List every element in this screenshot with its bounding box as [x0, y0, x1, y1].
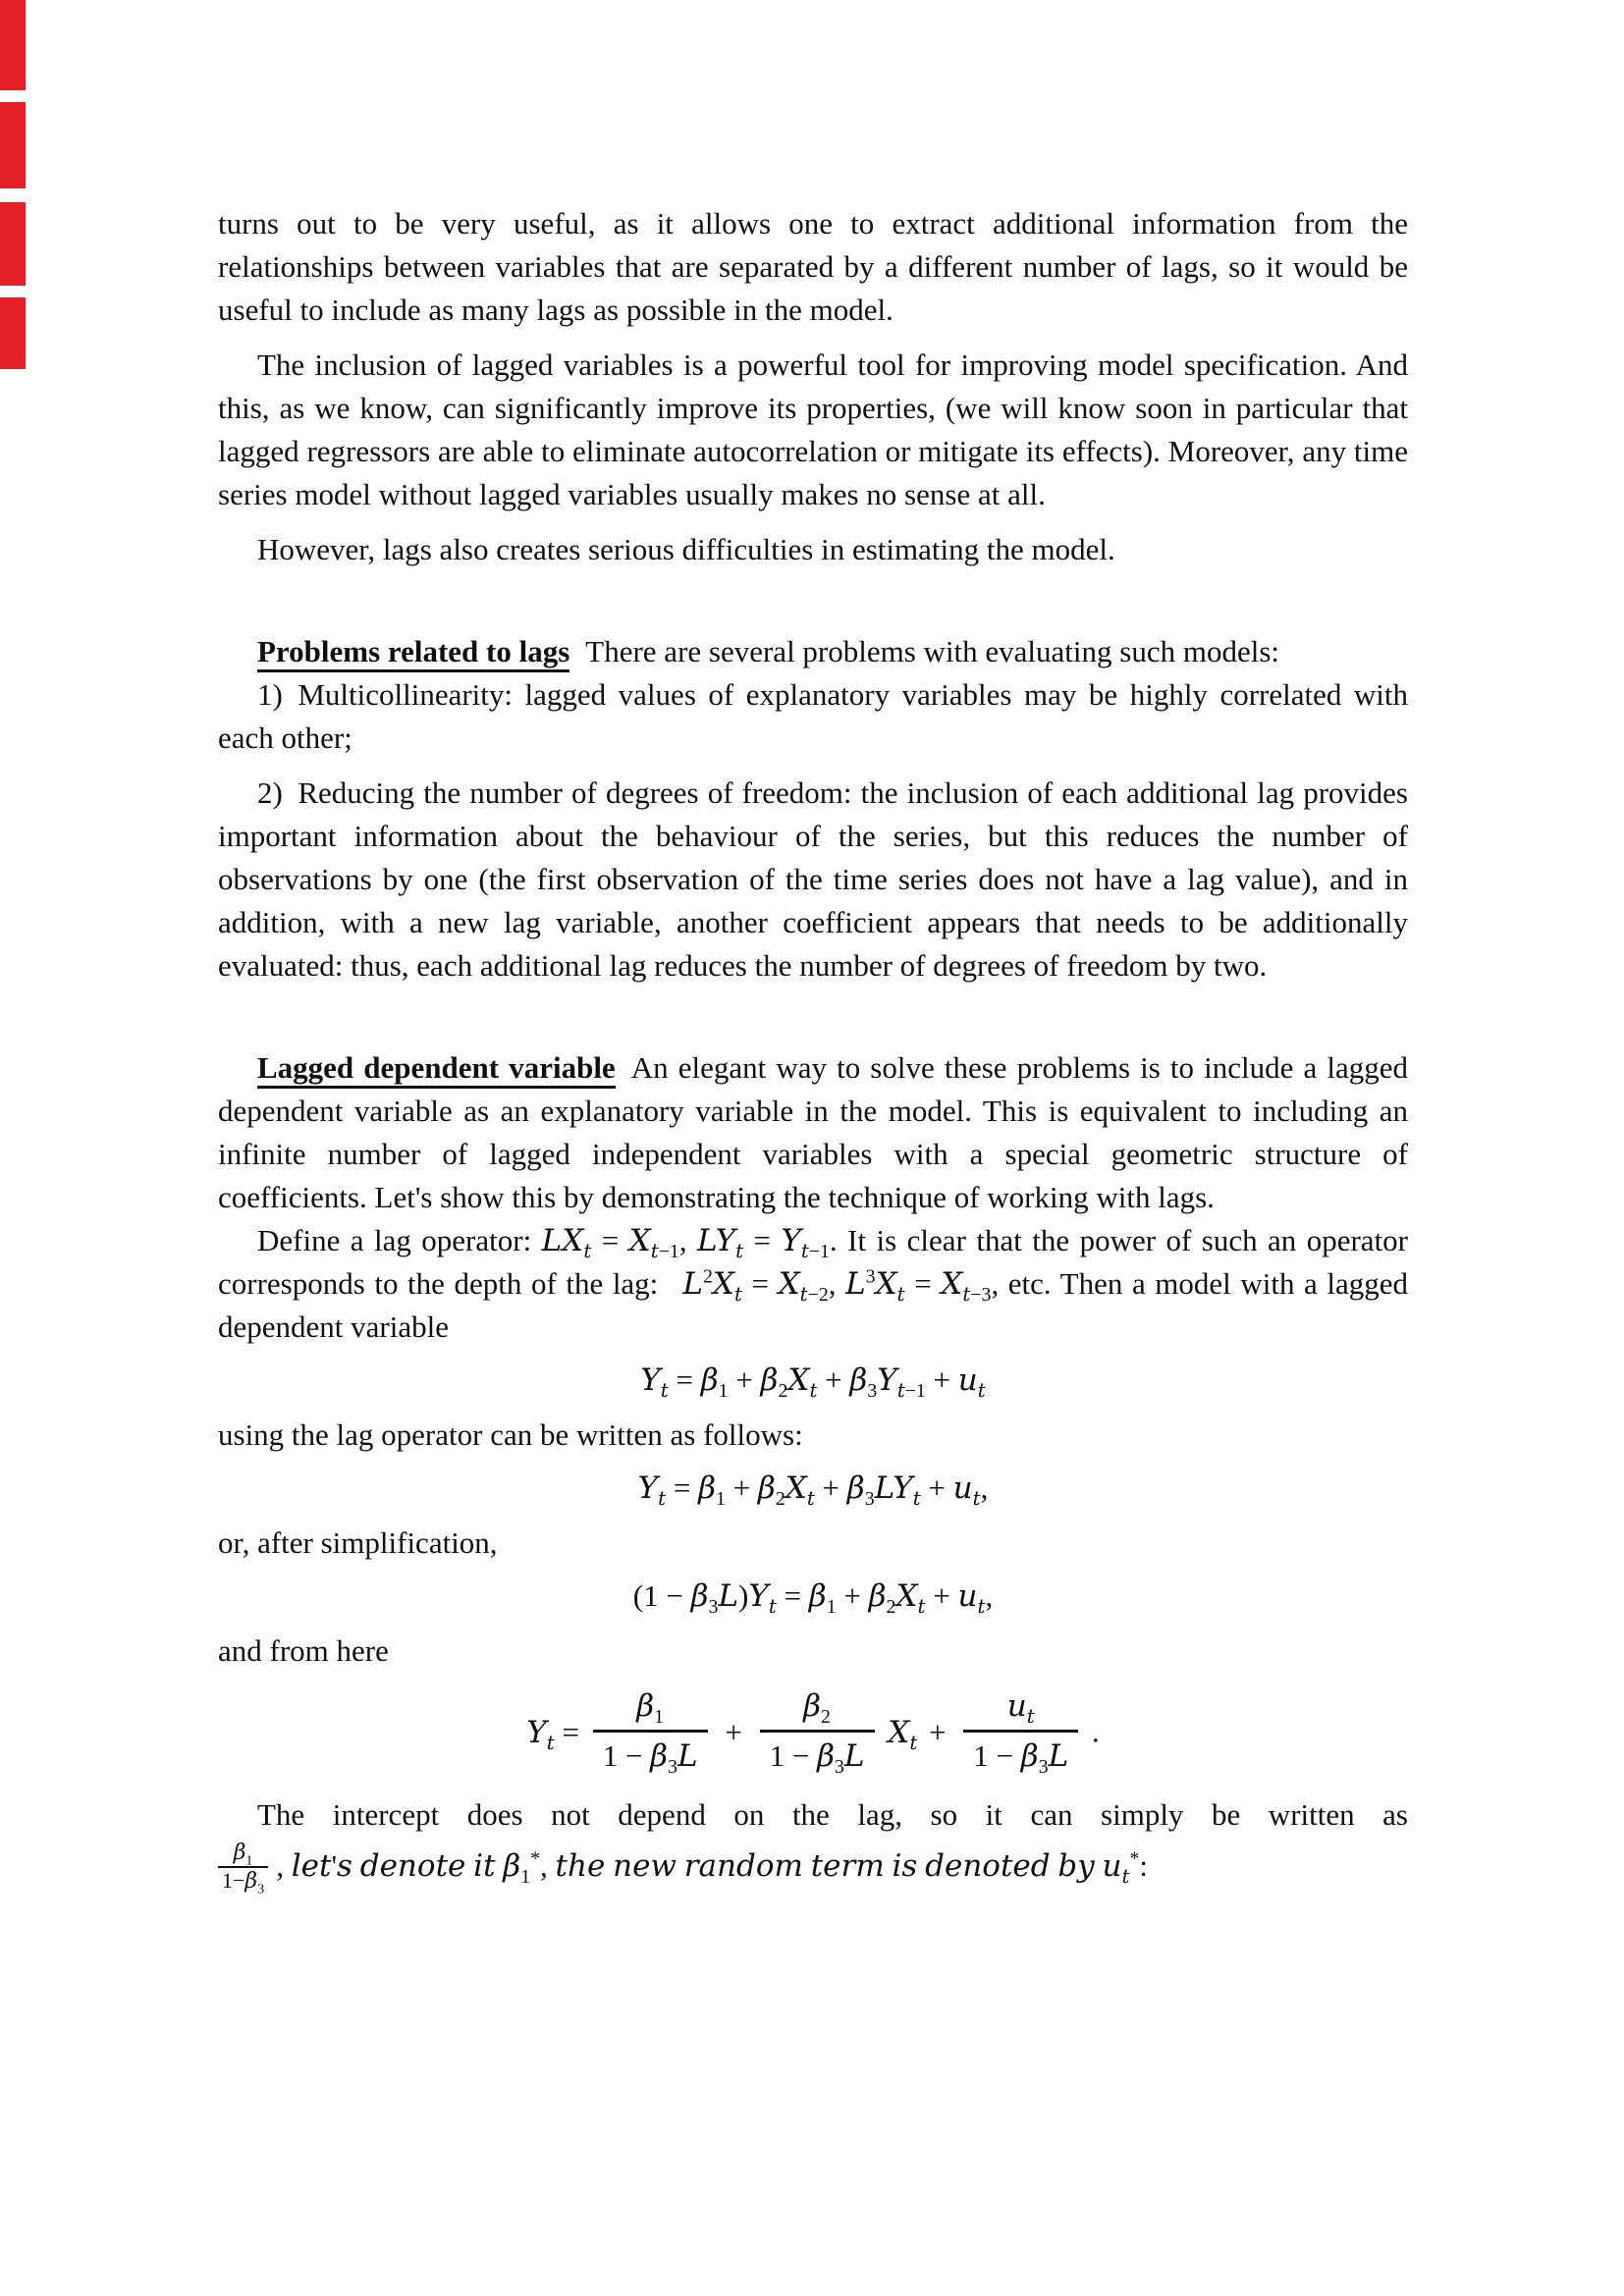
- heading-problems-related-to-lags: Problems related to lags: [257, 634, 569, 672]
- fraction-beta2: $\frac{\beta_2}{1 - \beta_3L}$: [760, 1684, 875, 1778]
- red-edge-mark-4: [0, 297, 26, 369]
- paragraph-define-lag-operator: Define a lag operator: $LX_t = X_{t-1}$, $LY_t = Y_{t-1}$. It is clear that the power of such an operator corresponds to the depth of the lag: $L^2X_t = X_{t-2}$, $L^3X_t = X_{t-3}$, etc. Then a model with a lagged dependent variable: [218, 1223, 1409, 1344]
- heading-lagged-rest: An elegant way to solve these problems is to include a lagged dependent variable as an explanatory variable in the model. This is equivalent to including an infinite number of lagged independent variables with a special geometric structure of coefficients. Let's show this by demonstrating the technique of working with lags.: [218, 1050, 1409, 1214]
- heading-lagged-dependent-variable: Lagged dependent variable: [257, 1050, 616, 1089]
- formula-geometric-lag-solution: $Y_t$ = $\frac{\beta_1}{1 - \beta_3L}$ + $\frac{\beta_2}{1 - \beta_3L}$ $X_t$ + $\frac{u_t}{1 - \beta_3L}$ .: [218, 1688, 1408, 1782]
- red-edge-mark-2: [0, 102, 26, 188]
- paragraph-continuation: turns out to be very useful, as it allows one to extract additional information from the relationships between variables that are separated by a different number of lags, so it would be useful to include as many lags as possible in the model.: [218, 206, 1408, 327]
- fraction-ut: $\frac{u_t}{1 - \beta_3L}$: [963, 1684, 1078, 1778]
- paragraph-using-lag-operator: using the lag operator can be written as follows:: [218, 1417, 803, 1452]
- list-item-multicollinearity: 1) Multicollinearity: lagged values of explanatory variables may be highly correlated with each other;: [218, 677, 1408, 755]
- paragraph-intercept-line2: $\frac{\beta_1}{1-\beta_3}$ , let's denote it $\beta_1^*$, the new random term is denoted by $u_t^*$:: [218, 1842, 1408, 1896]
- fraction-beta1: $\frac{\beta_1}{1 - \beta_3L}$: [593, 1684, 708, 1778]
- red-edge-mark-1: [0, 0, 26, 90]
- paragraph-and-from-here: and from here: [218, 1633, 389, 1668]
- paragraph-after-simplification: or, after simplification,: [218, 1525, 498, 1560]
- red-edge-mark-3: [0, 202, 26, 286]
- heading-problems-rest: There are several problems with evaluating such models:: [585, 634, 1280, 668]
- formula-with-lag-operator: $Y_t = \beta_1 + \beta_2X_t + \beta_3LY_t + u_t$,: [637, 1470, 989, 1511]
- section-problems-related-to-lags: [218, 630, 1408, 673]
- formula-simplified: $(1 - \beta_3L)Y_t = \beta_1 + \beta_2X_t + u_t$,: [632, 1578, 994, 1619]
- paragraph-however: However, lags also creates serious difficulties in estimating the model.: [257, 532, 1115, 566]
- paragraph-intercept-line1: The intercept does not depend on the lag, so it can simply be written as: [257, 1797, 1408, 1832]
- list-item-degrees-of-freedom: 2) Reducing the number of degrees of freedom: the inclusion of each additional lag provides important information about the behaviour of the series, but this reduces the number of observations by one (the first observation of the time series does not have a lag value), and in addition, with a new lag variable, another coefficient appears that needs to be additionally evaluated: thus, each additional lag reduces the number of degrees of freedom by two.: [218, 775, 1408, 983]
- formula-model-lagged-dependent: $Y_t = \beta_1 + \beta_2X_t + \beta_3Y_{t-1} + u_t$: [640, 1362, 986, 1403]
- page-text-column: [218, 202, 1408, 1896]
- section-lagged-dependent-variable: [218, 1046, 1408, 1219]
- fraction-intercept: $\frac{\beta_1}{1-\beta_3}$: [218, 1841, 268, 1894]
- paragraph-inclusion-of-lags: The inclusion of lagged variables is a powerful tool for improving model specification. And this, as we know, can significantly improve its properties, (we will know soon in particular that lagged regressors are able to eliminate autocorrelation or mitigate its effects). Moreover, any time series model without lagged variables usually makes no sense at all.: [218, 347, 1408, 511]
